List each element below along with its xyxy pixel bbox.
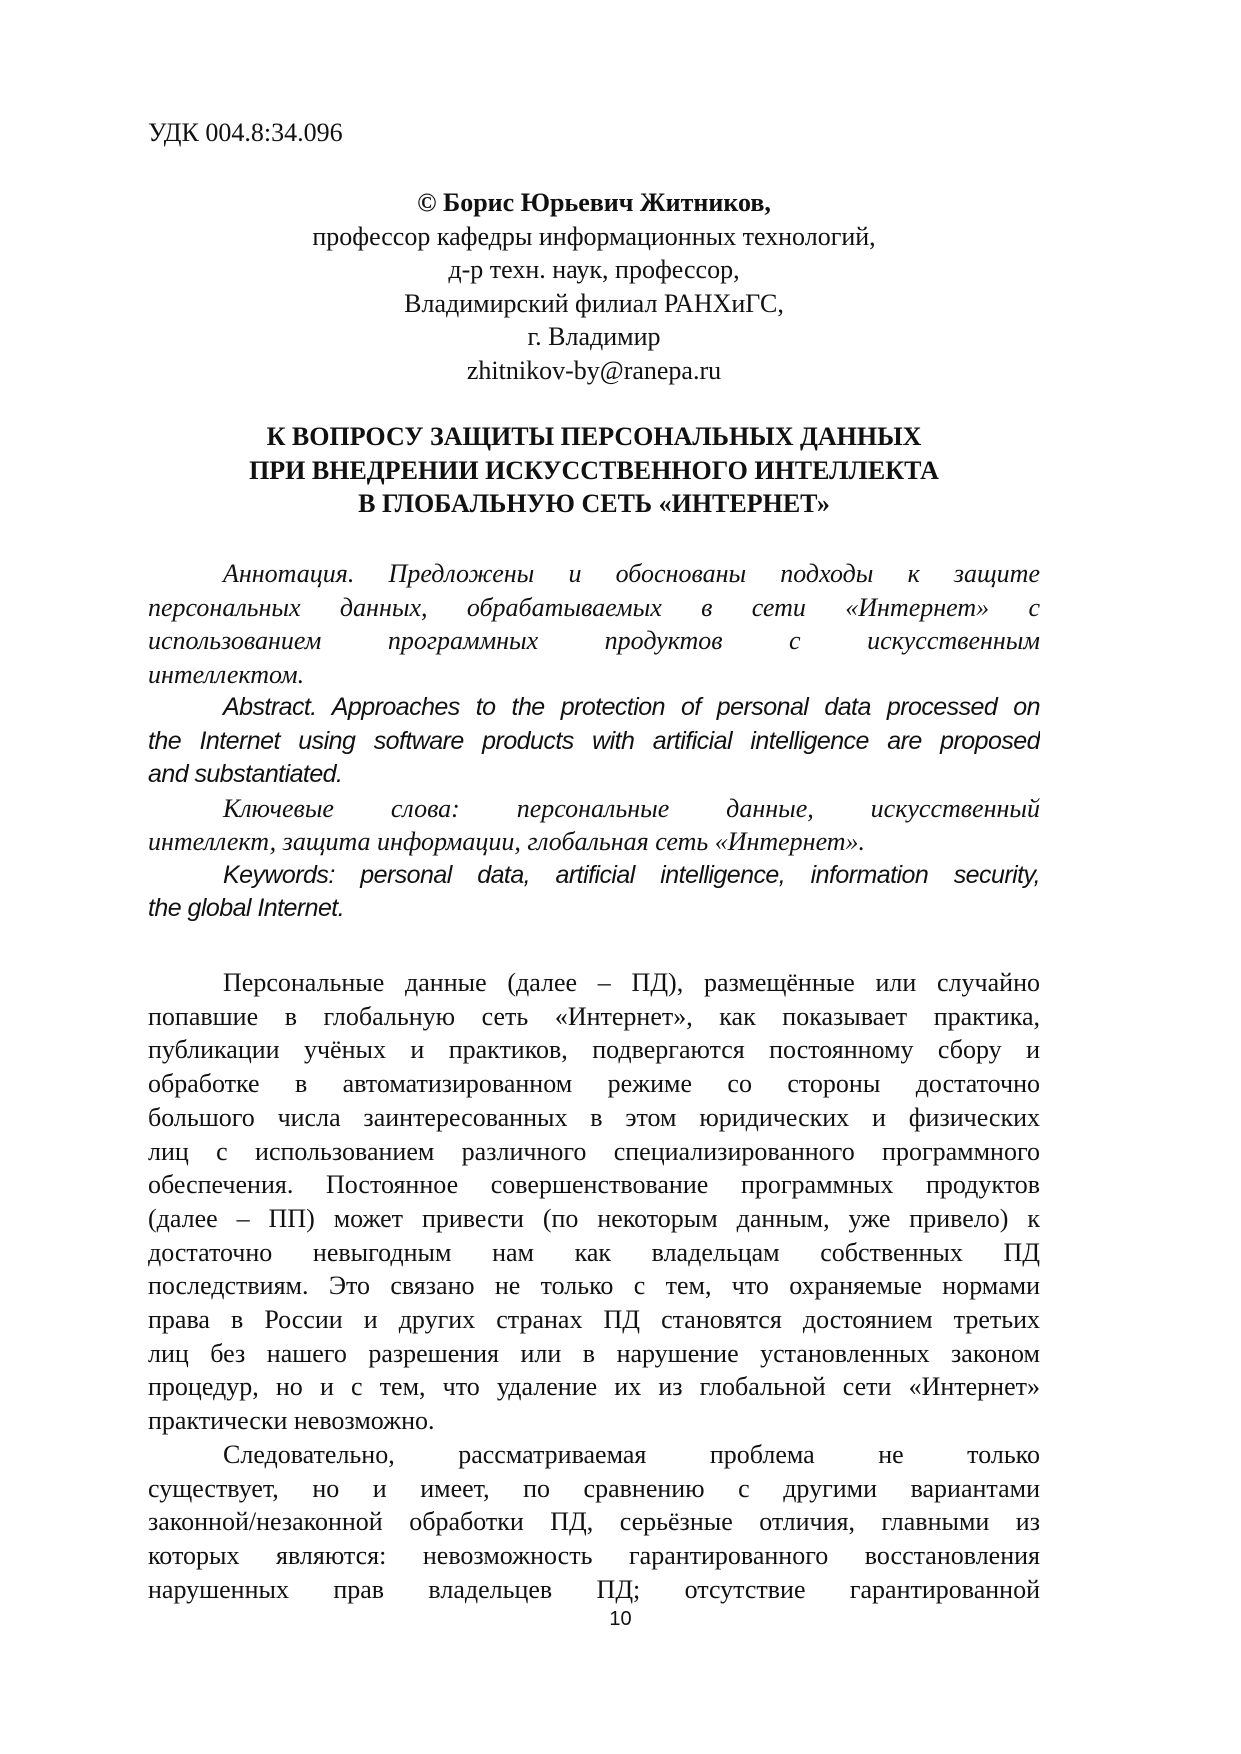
body-line: лиц без нашего разрешения или в нарушение установленных законом bbox=[148, 1338, 1040, 1368]
abstract-line: the Internet using software products with artificial intelligence are proposed bbox=[148, 726, 1040, 755]
body-line: практически невозможно. bbox=[148, 1406, 435, 1436]
body-line: права в России и других странах ПД становятся достоянием третьих bbox=[148, 1305, 1040, 1335]
author-city: г. Владимир bbox=[527, 322, 661, 351]
body-line: последствиям. Это связано не только с тем, что охраняемые нормами bbox=[148, 1271, 1040, 1301]
keywords-ru bbox=[148, 792, 1040, 859]
keywords-en-line: Keywords: personal data, artificial intelligence, information security, bbox=[223, 860, 1040, 889]
body-line: (далее – ПП) может привести (по некоторым данным, уже привело) к bbox=[148, 1203, 1040, 1233]
abstract-line: Abstract. Approaches to the protection of personal data processed on bbox=[223, 693, 1040, 721]
body-line: Персональные данные (далее – ПД), размещённые или случайно bbox=[223, 968, 1040, 997]
udk-code: УДК 004.8:34.096 bbox=[148, 118, 343, 147]
abstract-line: and substantiated. bbox=[148, 760, 343, 788]
author-affiliation: Владимирский филиал РАНХиГС, bbox=[404, 288, 784, 318]
body-line: которых являются: невозможность гарантированного восстановления bbox=[148, 1540, 1040, 1570]
body-line: обеспечения. Постоянное совершенствование программных продуктов bbox=[148, 1170, 1040, 1200]
body-line: обработке в автоматизированном режиме со стороны достаточно bbox=[148, 1069, 1040, 1099]
body-line: существует, но и имеет, по сравнению с другими вариантами bbox=[148, 1473, 1040, 1503]
abstract-en bbox=[148, 691, 1040, 792]
body-line: попавшие в глобальную сеть «Интернет», как показывает практика, bbox=[148, 1001, 1040, 1031]
author-degree: д-р техн. наук, профессор, bbox=[448, 255, 740, 284]
body-text bbox=[148, 966, 1040, 1606]
author-block bbox=[148, 186, 1040, 387]
body-line: большого числа заинтересованных в этом юридических и физических bbox=[148, 1102, 1040, 1132]
page-number: 10 bbox=[609, 1608, 632, 1630]
author-position: профессор кафедры информационных технологий, bbox=[312, 221, 876, 251]
author-email: zhitnikov-by@ranepa.ru bbox=[466, 355, 722, 385]
body-line: процедур, но и с тем, что удаление их из глобальной сети «Интернет» bbox=[148, 1372, 1040, 1402]
annotation-line: Аннотация. Предложены и обоснованы подходы к защите bbox=[223, 559, 1040, 588]
article-title bbox=[148, 420, 1040, 521]
annotation-ru bbox=[148, 557, 1040, 691]
body-line: лиц с использованием различного специализированного программного bbox=[148, 1136, 1040, 1166]
keywords-en bbox=[148, 859, 1040, 926]
abstract-section bbox=[148, 557, 1040, 926]
body-paragraph-1 bbox=[148, 966, 1040, 1438]
annotation-line: использованием программных продуктов с искусственным bbox=[148, 626, 1040, 655]
body-line: Следовательно, рассматриваемая проблема не только bbox=[223, 1439, 1040, 1469]
body-line: публикации учёных и практиков, подвергаются постоянному сбору и bbox=[148, 1035, 1040, 1065]
annotation-line: персональных данных, обрабатываемых в сети «Интернет» с bbox=[148, 592, 1040, 622]
body-line: достаточно невыгодным нам как владельцам собственных ПД bbox=[148, 1237, 1040, 1267]
title-line: ПРИ ВНЕДРЕНИИ ИСКУССТВЕННОГО ИНТЕЛЛЕКТА bbox=[249, 455, 939, 485]
author-name: © Борис Юрьевич Житников, bbox=[417, 188, 771, 217]
keywords-ru-line: интеллект, защита информации, глобальная сеть «Интернет». bbox=[148, 827, 866, 856]
annotation-line: интеллектом. bbox=[148, 659, 305, 689]
title-line: К ВОПРОСУ ЗАЩИТЫ ПЕРСОНАЛЬНЫХ ДАННЫХ bbox=[266, 422, 922, 451]
body-paragraph-2 bbox=[148, 1438, 1040, 1607]
keywords-en-line: the global Internet. bbox=[148, 894, 345, 922]
keywords-ru-line: Ключевые слова: персональные данные, искусственный bbox=[223, 793, 1040, 823]
title-line: В ГЛОБАЛЬНУЮ СЕТЬ «ИНТЕРНЕТ» bbox=[358, 489, 830, 518]
body-line: законной/незаконной обработки ПД, серьёзные отличия, главными из bbox=[148, 1507, 1040, 1537]
body-line: нарушенных прав владельцев ПД; отсутствие гарантированной bbox=[148, 1574, 1040, 1604]
